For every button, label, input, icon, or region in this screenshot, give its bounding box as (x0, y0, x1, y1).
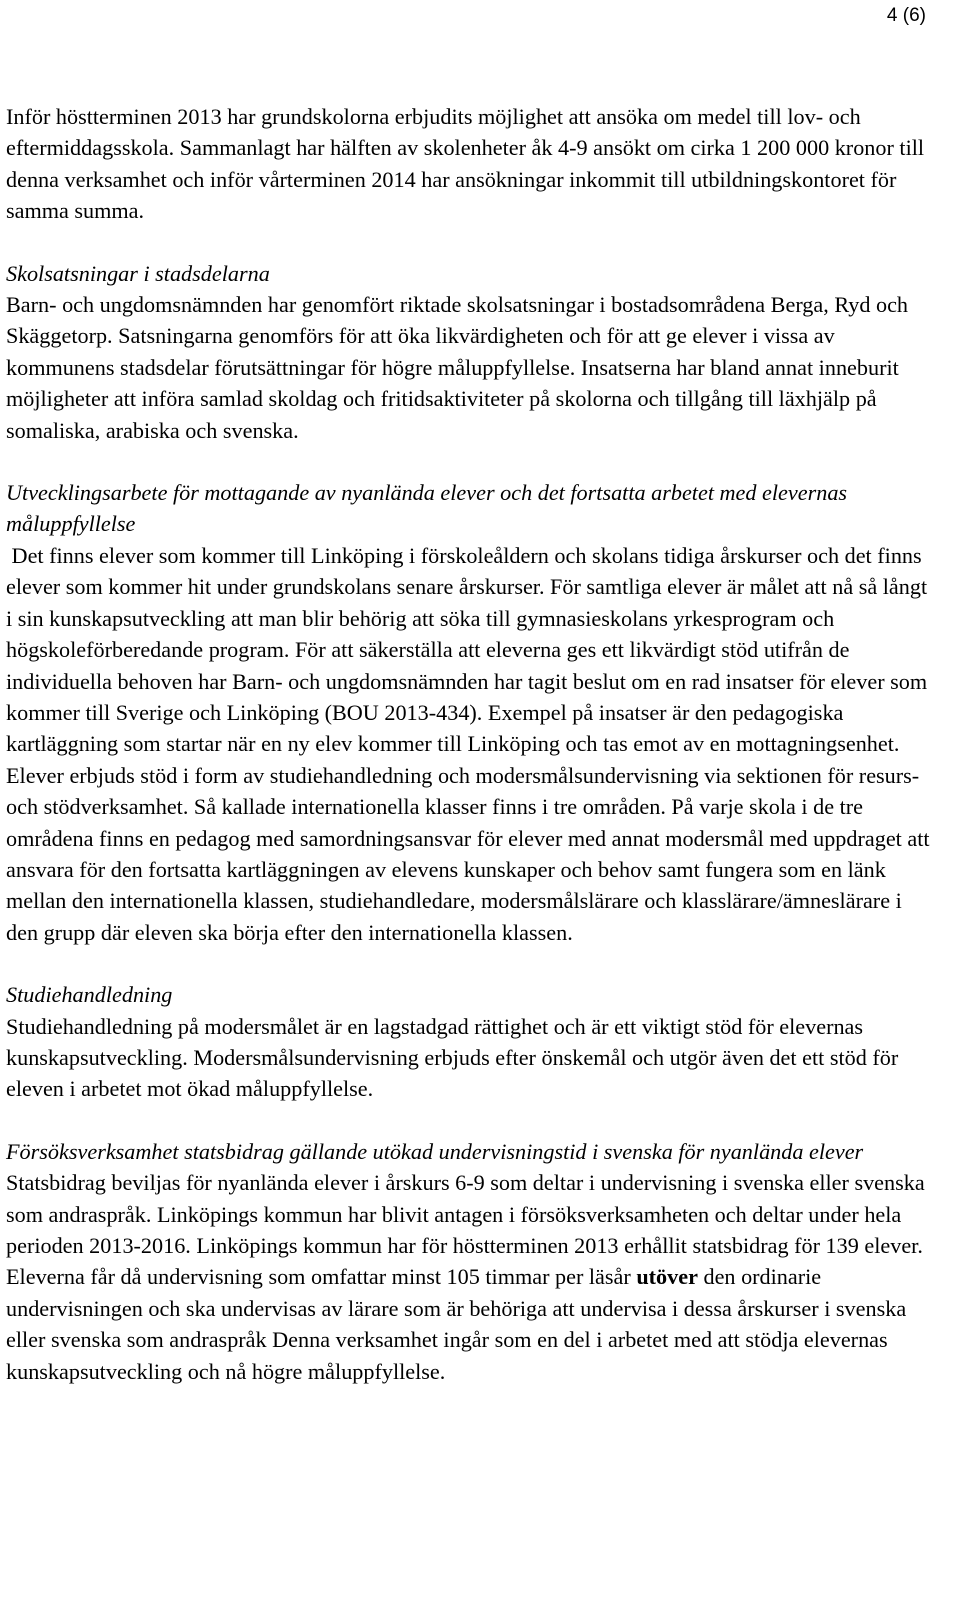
paragraph-gap (6, 446, 931, 477)
section-body: Barn- och ungdomsnämnden har genomfört riktade skolsatsningar i bostadsområdena Berga, Ryd och Skäggetorp. Satsningarna genomförs för att öka likvärdigheten och för att ge elever i vissa av kommunens stadsdelar förutsättningar för högre måluppfyllelse. Insatserna har bland annat inneburit möjligheter att införa samlad skoldag och fritidsaktiviteter på skolorna och tillgång till läxhjälp på somaliska, arabiska och svenska. (6, 292, 909, 443)
section-heading: Studiehandledning (6, 982, 173, 1008)
section-studiehandledning (6, 979, 931, 1105)
section-skolsatsningar (6, 258, 931, 446)
section-body (6, 1167, 934, 1387)
intro-paragraph: Inför höstterminen 2013 har grundskolorna erbjudits möjlighet att ansöka om medel till lov- och eftermiddagsskola. Sammanlagt har hälften av skolenheter åk 4-9 ansökt om cirka 1 200 000 kronor till denna verksamhet och inför vårterminen 2014 har ansökningar inkommit till utbildningskontoret för samma summa. (6, 104, 925, 224)
section-heading: Utvecklingsarbete för mottagande av nyanlända elever och det fortsatta arbetet med elevernas måluppfyllelse (6, 480, 848, 537)
section-heading: Försöksverksamhet statsbidrag gällande utökad undervisningstid i svenska för nyanlända elever (6, 1138, 864, 1164)
section-body: Studiehandledning på modersmålet är en lagstadgad rättighet och är ett viktigt stöd för elevernas kunskapsutveckling. Modersmålsundervisning erbjuds efter önskemål och utgör även det ett stöd för eleven i arbetet mot ökad måluppfyllelse. (6, 1013, 899, 1102)
document-body (6, 101, 936, 1387)
body-text: Statsbidrag beviljas för nyanlända elever i årskurs 6-9 som deltar i undervisning i svenska eller svenska som andraspråk. Linköpings kommun har blivit antagen i försöksverksamheten och deltar under hela perioden 2013-2016. Linköpings kommun har för höstterminen 2013 erhållit statsbidrag för 139 elever. Eleverna får då undervisning som omfattar minst 105 timmar per läsår (6, 1170, 934, 1290)
section-nyanlanda (6, 477, 936, 948)
section-heading: Skolsatsningar i stadsdelarna (6, 260, 270, 286)
body-text: den ordinarie undervisningen och ska undervisas av lärare som är behöriga att undervisa i dessa årskurser i svenska eller svenska som andraspråk Denna verksamhet ingår som en del i arbetet med att stödja elevernas kunskapsutveckling och nå högre måluppfyllelse. (6, 1264, 912, 1384)
emphasis-text: utöver (636, 1264, 698, 1290)
page-number: 4 (6) (886, 5, 926, 26)
paragraph-gap (6, 948, 931, 979)
section-forsoksverksamhet (6, 1136, 934, 1387)
paragraph-gap (6, 1105, 931, 1136)
section-body: Det finns elever som kommer till Linköping i förskoleåldern och skolans tidiga årskurser och det finns elever som kommer hit under grundskolans senare årskurser. För samtliga elever är målet att nå så långt i sin kunskapsutveckling att man blir behörig att söka till gymnasieskolans yrkesprogram och högskoleförberedande program. För att säkerställa att eleverna ges ett likvärdigt stöd utifrån de individuella behoven har Barn- och ungdomsnämnden har tagit beslut om en rad insatser för elever som kommer till Sverige och Linköping (BOU 2013-434). Exempel på insatser är den pedagogiska kartläggning som startar när en ny elev kommer till Linköping och tas emot av en mottagningsenhet. Elever erbjuds stöd i form av studiehandledning och modersmålsundervisning via sektionen för resurs- och stödverksamhet. Så kallade internationella klasser finns i tre områden. På varje skola i de tre områdena finns en pedagog med samordningsansvar för elever med annat modersmål med uppdraget att ansvara för den fortsatta kartläggningen av elevens kunskaper och behov samt fungera som en länk mellan den internationella klassen, studiehandledare, modersmålslärare och klasslärare/ämneslärare i den grupp där eleven ska börja efter den internationella klassen. (6, 542, 936, 945)
paragraph-gap (6, 227, 931, 258)
